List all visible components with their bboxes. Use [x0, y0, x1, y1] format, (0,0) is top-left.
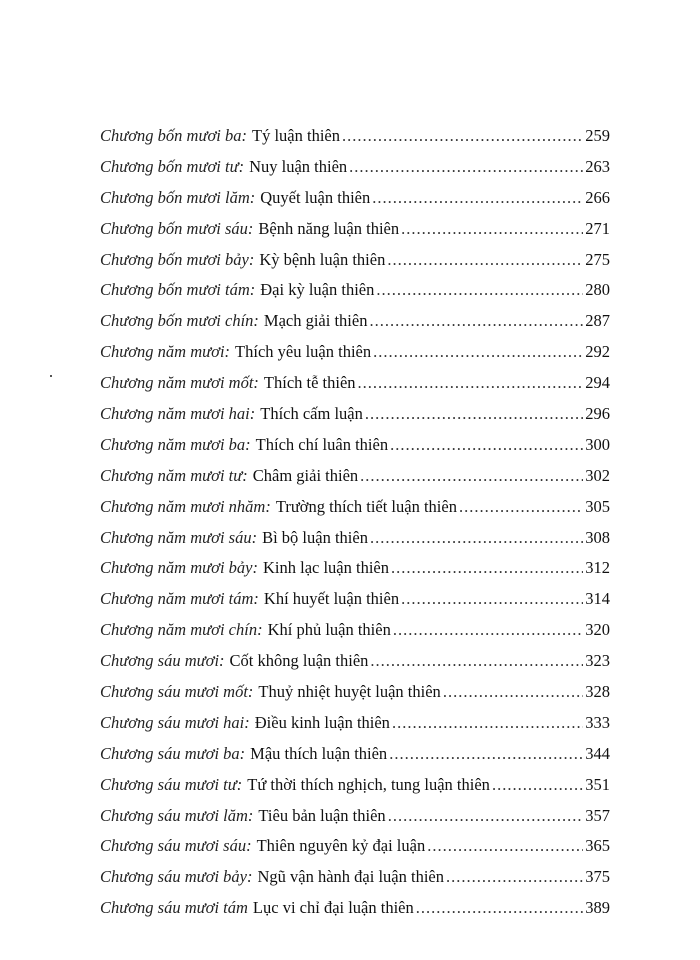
dot-leader: [401, 589, 583, 609]
toc-entry: [100, 620, 610, 651]
toc-entry: [100, 528, 610, 559]
toc-entry: [100, 250, 610, 281]
page-number: 302: [585, 465, 610, 485]
chapter-title: Thuỷ nhiệt huyệt luận thiên: [258, 682, 441, 702]
chapter-prefix: Chương bốn mươi bảy:: [100, 249, 255, 269]
page-number: 263: [585, 156, 610, 176]
toc-entry: [100, 280, 610, 311]
toc-entry: [100, 219, 610, 250]
chapter-title: Thích yêu luận thiên: [235, 342, 372, 362]
toc-entry: [100, 311, 610, 342]
chapter-prefix: Chương năm mươi tám:: [100, 589, 259, 609]
dot-leader: [387, 250, 583, 270]
dot-leader: [376, 280, 583, 300]
dot-leader: [370, 528, 583, 548]
chapter-title: Tứ thời thích nghịch, tung luận thiên: [247, 774, 490, 794]
chapter-prefix: Chương sáu mươi tư:: [100, 774, 243, 794]
chapter-prefix: Chương bốn mươi sáu:: [100, 218, 254, 238]
dot-leader: [393, 620, 583, 640]
dot-leader: [372, 188, 583, 208]
toc-entry: [100, 589, 610, 620]
dot-leader: [388, 806, 584, 826]
page-number: 333: [585, 712, 610, 732]
dot-leader: [416, 898, 584, 918]
page-number: 275: [585, 249, 610, 269]
toc-entry: [100, 682, 610, 713]
chapter-title: Kinh lạc luận thiên: [262, 558, 389, 578]
toc-entry: [100, 188, 610, 219]
chapter-title: Khí phủ luận thiên: [267, 620, 391, 640]
page-number: 292: [585, 342, 610, 362]
chapter-prefix: Chương sáu mươi bảy:: [100, 867, 253, 887]
toc-entry: [100, 744, 610, 775]
page-number: 296: [585, 404, 610, 424]
page-number: 314: [585, 589, 610, 609]
chapter-title: Thích chí luân thiên: [255, 434, 389, 454]
toc-entry: [100, 651, 610, 682]
chapter-prefix: Chương năm mươi hai:: [100, 404, 256, 424]
page-number: 328: [585, 682, 610, 702]
scan-speck: [50, 375, 52, 377]
toc-entry: [100, 404, 610, 435]
page-number: 266: [585, 187, 610, 207]
page-number: 351: [585, 774, 610, 794]
dot-leader: [342, 126, 583, 146]
dot-leader: [446, 867, 583, 887]
chapter-title: Tiêu bản luận thiên: [258, 805, 386, 825]
chapter-prefix: Chương sáu mươi lăm:: [100, 805, 254, 825]
chapter-title: Nuy luận thiên: [249, 156, 348, 176]
dot-leader: [358, 373, 584, 393]
dot-leader: [390, 435, 583, 455]
toc-entry: [100, 342, 610, 373]
chapter-prefix: Chương sáu mươi mốt:: [100, 682, 254, 702]
chapter-prefix: Chương sáu mươi ba:: [100, 743, 246, 763]
chapter-prefix: Chương bốn mươi tư:: [100, 156, 245, 176]
dot-leader: [373, 342, 583, 362]
chapter-title: Khí huyết luận thiên: [263, 589, 400, 609]
page-number: 308: [585, 527, 610, 547]
chapter-prefix: Chương bốn mươi tám:: [100, 280, 256, 300]
page-number: 259: [585, 126, 610, 145]
chapter-prefix: Chương năm mươi mốt:: [100, 373, 259, 393]
page-number: 305: [585, 496, 610, 516]
toc-entry: [100, 373, 610, 404]
chapter-prefix: Chương sáu mươi sáu:: [100, 836, 252, 856]
toc-entry: [100, 806, 610, 837]
chapter-prefix: Chương năm mươi sáu:: [100, 527, 258, 547]
chapter-prefix: Chương năm mươi:: [100, 342, 231, 362]
chapter-prefix: Chương năm mươi ba:: [100, 434, 251, 454]
toc-entry: [100, 466, 610, 497]
chapter-title: Trường thích tiết luận thiên: [275, 496, 457, 516]
toc-entry: [100, 157, 610, 188]
dot-leader: [427, 836, 583, 856]
chapter-prefix: Chương sáu mươi:: [100, 651, 225, 671]
chapter-title: Tý luận thiên: [252, 126, 340, 145]
chapter-title: Châm giải thiên: [252, 465, 359, 485]
chapter-title: Ngũ vận hành đại luận thiên: [257, 867, 444, 887]
dot-leader: [391, 558, 583, 578]
toc-entry: [100, 558, 610, 589]
page-number: 375: [585, 867, 610, 887]
chapter-title: Bì bộ luận thiên: [262, 527, 368, 547]
chapter-prefix: Chương năm mươi bảy:: [100, 558, 258, 578]
page-number: 323: [585, 651, 610, 671]
chapter-prefix: Chương năm mươi nhăm:: [100, 496, 271, 516]
toc-entry: [100, 435, 610, 466]
dot-leader: [392, 713, 583, 733]
dot-leader: [349, 157, 583, 177]
page-number: 357: [585, 805, 610, 825]
dot-leader: [370, 651, 583, 671]
dot-leader: [369, 311, 583, 331]
chapter-prefix: Chương sáu mươi tám: [100, 898, 248, 918]
table-of-contents: [100, 126, 610, 929]
toc-entry: [100, 497, 610, 528]
dot-leader: [389, 744, 583, 764]
chapter-prefix: Chương năm mươi tư:: [100, 465, 248, 485]
chapter-title: Cốt không luận thiên: [229, 651, 369, 671]
toc-entry: [100, 867, 610, 898]
page-number: 271: [585, 218, 610, 238]
page-number: 312: [585, 558, 610, 578]
chapter-prefix: Chương năm mươi chín:: [100, 620, 263, 640]
chapter-title: Lục vi chỉ đại luận thiên: [252, 898, 414, 918]
page-number: 389: [585, 898, 610, 918]
chapter-title: Thiên nguyên kỷ đại luận: [256, 836, 426, 856]
chapter-title: Thích tễ thiên: [263, 373, 356, 393]
page-number: 320: [585, 620, 610, 640]
page-number: 287: [585, 311, 610, 331]
toc-entry: [100, 898, 610, 929]
chapter-prefix: Chương bốn mươi ba:: [100, 126, 247, 145]
page-number: 294: [585, 373, 610, 393]
dot-leader: [365, 404, 583, 424]
page-number: 280: [585, 280, 610, 300]
chapter-prefix: Chương sáu mươi hai:: [100, 712, 250, 732]
chapter-prefix: Chương bốn mươi lăm:: [100, 187, 256, 207]
chapter-prefix: Chương bốn mươi chín:: [100, 311, 259, 331]
page-number: 300: [585, 434, 610, 454]
page-number: 365: [585, 836, 610, 856]
chapter-title: Điều kinh luận thiên: [254, 712, 390, 732]
chapter-title: Đại kỳ luận thiên: [260, 280, 375, 300]
dot-leader: [360, 466, 583, 486]
chapter-title: Mậu thích luận thiên: [250, 743, 388, 763]
chapter-title: Quyết luận thiên: [260, 187, 371, 207]
dot-leader: [492, 775, 583, 795]
toc-entry: [100, 713, 610, 744]
toc-entry: [100, 775, 610, 806]
dot-leader: [401, 219, 583, 239]
dot-leader: [459, 497, 583, 517]
chapter-title: Mạch giải thiên: [263, 311, 368, 331]
toc-entry: [100, 126, 610, 157]
chapter-title: Bệnh năng luận thiên: [258, 218, 400, 238]
chapter-title: Thích cấm luận: [260, 404, 363, 424]
page-number: 344: [585, 743, 610, 763]
dot-leader: [443, 682, 583, 702]
toc-entry: [100, 836, 610, 867]
chapter-title: Kỳ bệnh luận thiên: [259, 249, 386, 269]
